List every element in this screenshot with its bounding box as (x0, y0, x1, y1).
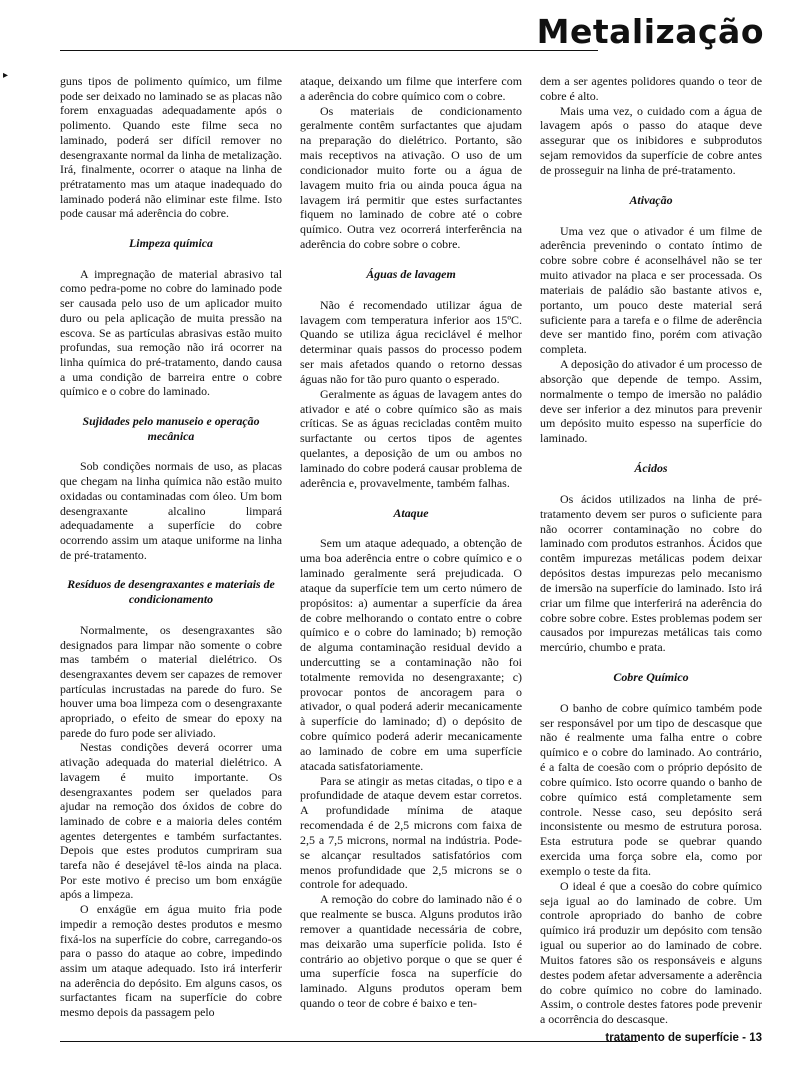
paragraph: Sob condições normais de uso, as placas que chegam na linha química não estão muito oxidadas ou contaminadas com óleo. Um bom desengraxante alcalino limpará adequadamente a superfície do cobre ocorrendo assim um ataque uniforme na linha de pré-tratamento. (60, 459, 282, 562)
section-heading: Cobre Químico (613, 669, 689, 684)
paragraph: A deposição do ativador é um processo de absorção que depende de tempo. Assim, normalmente o tempo de imersão no paládio deve ser inferior a dez minutos para prevenir um depósito muito espesso na superfície do laminado. (540, 357, 762, 446)
paragraph: Sem um ataque adequado, a obtenção de uma boa aderência entre o cobre químico e o laminado geralmente será prejudicada. O ataque da superfície tem um certo número de propósitos: a) aumentar a superfície da área de cobre melhorando o contato entre o cobre químico e o cobre do laminado; b) remoção de alguma contaminação residual devido a undercutting se a contaminação não foi totalmente removida no desengraxante; c) provocar pontos de ancoragem para o ativador, o qual poderá aderir mecanicamente à superfície do laminado; d) o depósito de cobre químico poderá aderir mecanicamente ao laminado de cobre em uma superfície atacada satisfatoriamente. (300, 536, 522, 773)
margin-mark: ▸ (3, 70, 9, 81)
article-column-2 (300, 74, 522, 1011)
paragraph: Nestas condições deverá ocorrer uma ativação adequada do material dielétrico. A lavagem é muito importante. Os desengraxantes podem ser quelados para ajudar na remoção dos óxidos de cobre do laminado de cobre e a maioria deles contém agentes detergentes e também surfactantes. Depois que estes produtos cumpriram sua tarefa não é desejável tê-los ainda na placa. Por este motivo é preciso um bom enxágüe após a limpeza. (60, 740, 282, 902)
paragraph: Uma vez que o ativador é um filme de aderência prevenindo o contato íntimo de cobre sobre cobre é aconselhável não se ter muito ativador na placa e ser processada. Os materiais de paládio são bastante ativos e, portanto, um pouco deste material será suficiente para a tarefa e o filme de aderência deve ser mantido fino, porém com ativação completa. (540, 223, 762, 357)
paragraph: Não é recomendado utilizar água de lavagem com temperatura inferior aos 15ºC. Quando se utiliza água reciclável é melhor determinar quais passos do processo podem ser mais afetados quando o retorno dessas águas não for tão puro quanto o esperado. (300, 297, 522, 386)
footer-separator: - (738, 1032, 750, 1044)
footer-publication: tratamento de superfície (605, 1032, 739, 1044)
paragraph: A impregnação de material abrasivo tal como pedra-pome no cobre do laminado pode ser causada pelo uso de um aplicador muito duro ou pela aplicação de muita pressão na escova. Se as partículas abrasivas estão muito profundas, sua remoção não irá ocorrer na linha química do pré-tratamento, dando causa a uma condição de barreira entre o cobre químico e o cobre do laminado. (60, 266, 282, 399)
section-heading: Ataque (393, 505, 429, 520)
paragraph: ataque, deixando um filme que interfere com a aderência do cobre químico com o cobre. (300, 74, 522, 103)
article-column-3 (540, 74, 762, 1027)
article-column-1 (60, 74, 282, 1020)
paragraph: Mais uma vez, o cuidado com a água de lavagem após o passo do ataque deve assegurar que os inibidores e subprodutos sejam removidos da superfície de cobre antes de prosseguir na linha de pré-tratamento. (540, 103, 762, 177)
page-number: 13 (749, 1032, 762, 1044)
paragraph: Os ácidos utilizados na linha de pré-tratamento devem ser puros o suficiente para não ocorrer contaminação no cobre do laminado com produtos estranhos. Ácidos que contêm impurezas metálicas podem deixar depósitos destas impurezas pelo mecanismo de imersão na superfície do laminado. Isto irá criar um filme que interferirá na aderência do cobre sobre cobre. Estes problemas podem ser causados por impurezas metálicas tais como mercúrio, chumbo e prata. (540, 491, 762, 655)
section-title: Metalização (536, 12, 764, 51)
section-heading: Ácidos (634, 461, 668, 476)
paragraph: Os materiais de condicionamento geralmente contêm surfactantes que ajudam na preparação do dielétrico. Portanto, são mais receptivos na ativação. O uso de um condicionador muito forte ou a água de lavagem muito fria ou ainda pouca água na lavagem irá permitir que estes surfactantes fiquem no laminado de cobre até o cobre químico. Outra vez ocorrerá interferência na aderência do cobre sobre o cobre. (300, 103, 522, 252)
footer-rule (60, 1041, 638, 1042)
paragraph: O banho de cobre químico também pode ser responsável por um tipo de descasque que não é realmente uma falha entre o cobre químico e o cobre do laminado. Ao contrário, é a falta de coesão com o próprio depósito de cobre químico. Isto ocorre quando o banho de cobre químico está completamente sem controle. Nesse caso, seu depósito será inconsistente ou mesmo de estrutura porosa. Esta estrutura pode se quebrar quando exercida uma força sobre ela, como por exemplo o teste da fita. (540, 700, 762, 878)
section-heading: Ativação (629, 192, 673, 207)
paragraph: Normalmente, os desengraxantes são designados para limpar não somente o cobre mas também o material dielétrico. Os desengraxantes devem ser capazes de remover partículas incrustadas na parede do furo. Se houver uma boa limpeza com o desengraxante apropriado, o efeito de smear do epoxy na parede do furo pode ser aliviado. (60, 622, 282, 740)
section-heading: Limpeza química (129, 236, 213, 251)
paragraph: dem a ser agentes polidores quando o teor de cobre é alto. (540, 74, 762, 103)
section-heading: Águas de lavagem (366, 266, 456, 281)
header-rule (60, 50, 598, 51)
page-footer (605, 1032, 762, 1044)
section-heading: Sujidades pelo manuseio e operação mecânica (82, 414, 260, 443)
paragraph: O ideal é que a coesão do cobre químico seja igual ao do laminado de cobre. Um controle apropriado do banho de cobre químico irá produzir um depósito com tensão igual ou superior ao do laminado de cobre. Muitos fatores são os responsáveis e alguns destes podem afetar adversamente a aderência do cobre químico no cobre do laminado. Assim, o controle destes fatores pode prevenir a ocorrência do descasque. (540, 878, 762, 1027)
paragraph: O enxágüe em água muito fria pode impedir a remoção destes produtos e mesmo fixá-los na superfície do cobre, carregando-os para o passo do ataque ao cobre, impedindo assim um ataque adequado. Isto irá interferir na aderência do depósito. Em alguns casos, os surfactantes ficam na superfície do cobre mesmo depois da passagem pelo (60, 902, 282, 1020)
paragraph: Geralmente as águas de lavagem antes do ativador e até o cobre químico são as mais críticas. Se as águas recicladas contêm muito surfactante ou certos tipos de agentes quelantes, a deposição de um ou ambos no laminado do cobre poderá causar problema de aderência e, provavelmente, também falhas. (300, 386, 522, 490)
paragraph: Para se atingir as metas citadas, o tipo e a profundidade de ataque devem estar corretos. A profundidade mínima de ataque recomendada é de 2,5 microns com faixa de 2,5 a 7,5 microns, normal na indústria. Pode-se alcançar resultados satisfatórios com menos profundidade que 2,5 microns se o controle for adequado. (300, 773, 522, 892)
paragraph: guns tipos de polimento químico, um filme pode ser deixado no laminado se as placas não forem enxaguadas adequadamente após o polimento. Quando este filme seca no laminado, poderá ser difícil remover no desengraxante normal da linha de metalização. Irá, finalmente, ocorrer o ataque na linha de prétratamento mas um ataque inadequado do laminado poderá não eliminar este filme. Isto pode causar má aderência do cobre. (60, 74, 282, 221)
paragraph: A remoção do cobre do laminado não é o que realmente se busca. Alguns produtos irão remover a quantidade necessária de cobre, mas deixarão uma superfície polida. Isto é contrário ao objetivo porque o que se quer é uma superfície fosca na superfície do laminado. Alguns produtos operam bem quando o teor de cobre é baixo e ten- (300, 892, 522, 1011)
section-heading: Resíduos de desengraxantes e materiais de condicionamento (67, 577, 275, 607)
